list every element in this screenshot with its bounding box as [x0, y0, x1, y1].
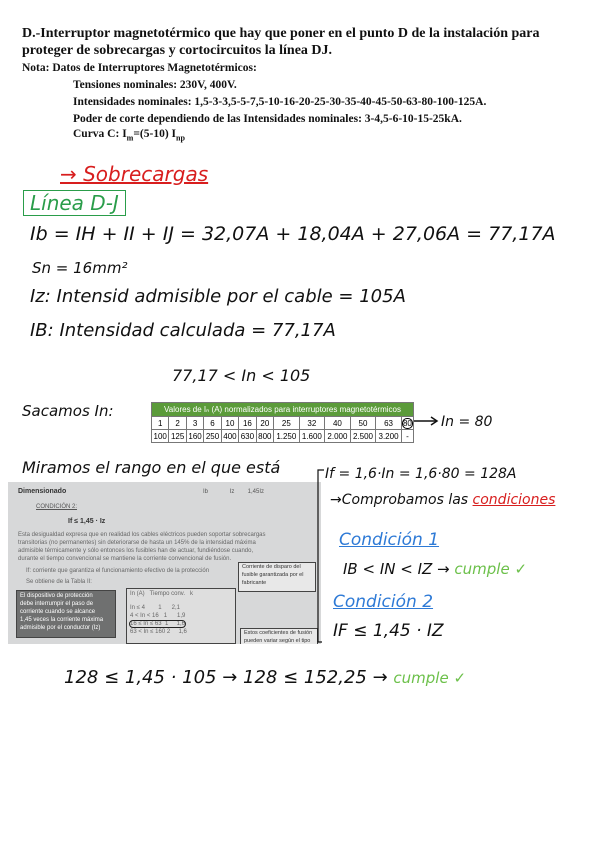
- curve-sub-m: m: [126, 133, 134, 143]
- photo-paragraph-4: durante el tiempo convencional se mantiene la corriente convencional de fusión.: [18, 556, 232, 562]
- condition-1-equation: [343, 560, 527, 578]
- arrow-icon: [414, 415, 440, 427]
- normalized-currents-table: [151, 402, 414, 443]
- photo-fuse-table: [126, 588, 236, 644]
- table-cell: 25: [274, 417, 300, 430]
- heading-line-2: proteger de sobrecargas y cortocircuitos la línea DJ.: [22, 43, 333, 58]
- final-check: cumple ✓: [393, 669, 467, 687]
- photo-note-1: Estos coeficientes de fusión: [244, 630, 313, 636]
- linea-box: Línea D-J: [23, 190, 126, 216]
- table-cell: 100: [152, 430, 169, 443]
- miramos-label: Miramos el rango en el que está: [22, 458, 281, 477]
- curve-sub-np: np: [176, 133, 185, 143]
- table-cell: 2: [169, 417, 186, 430]
- table-cell: 50: [350, 417, 376, 430]
- curve-text: Curva C: I: [73, 128, 127, 140]
- table-cell: 1.600: [299, 430, 325, 443]
- photo-box-line-5: admisible por el conductor (Iz): [20, 625, 101, 631]
- table-cell: 2.000: [325, 430, 351, 443]
- table-cell: 10: [221, 417, 238, 430]
- photo-paragraph-2: transitorias (no permanentes) sin deteriorarse de hasta un 145% de la intensidad máxima: [18, 540, 256, 546]
- table-cell: 32: [299, 417, 325, 430]
- condition-1-check: cumple ✓: [454, 560, 528, 578]
- table-cell: 3.200: [376, 430, 402, 443]
- photo-box-line-3: corriente cuando se alcance: [20, 609, 96, 615]
- photo-note-box: [240, 628, 318, 644]
- photo-fuse-header: In (A) Tiempo conv. k: [130, 591, 194, 597]
- final-text: 128 ≤ 1,45 · 105 → 128 ≤ 152,25 →: [64, 667, 388, 688]
- final-equation: [64, 667, 466, 688]
- sn-value: Sn = 16mm²: [32, 259, 128, 277]
- textbook-photo: [8, 482, 321, 644]
- table-cell: 800: [256, 430, 273, 443]
- photo-faint-text: Ib Iz 1,45Iz: [203, 489, 265, 495]
- comprobamos-text: →Comprobamos las: [330, 492, 469, 508]
- curve-mid: =(5-10) I: [133, 128, 177, 140]
- condition-1-text: IB < IN < IZ →: [343, 560, 450, 578]
- photo-fuse-row: In ≤ 4 1 2,1: [130, 605, 180, 611]
- ib-definition: IB: Intensidad calculada = 77,17A: [30, 320, 336, 341]
- currents-line: Intensidades nominales: 1,5-3-3,5-5-7,5-10-16-20-25-30-35-40-45-50-63-80-100-125A.: [73, 96, 487, 108]
- breaking-line: Poder de corte dependiendo de las Intensidades nominales: 3-4,5-6-10-15-25kA.: [73, 113, 462, 125]
- iz-definition: Iz: Intensid admisible por el cable = 105A: [30, 286, 406, 307]
- table-cell: 6: [204, 417, 221, 430]
- photo-paragraph-6: Se obtiene de la Tabla II:: [26, 579, 92, 585]
- table-cell: 1.250: [274, 430, 300, 443]
- condition-2-equation: IF ≤ 1,45 · IZ: [333, 621, 444, 641]
- if-equation: If = 1,6·In = 1,6·80 = 128A: [325, 466, 517, 482]
- table-cell: 20: [256, 417, 273, 430]
- condition-2-title: Condición 2: [333, 592, 434, 612]
- photo-callout-2: fusible garantizada por el: [242, 572, 304, 578]
- sacamos-label: Sacamos In:: [22, 402, 114, 420]
- table-cell: -: [401, 430, 413, 443]
- photo-formula: If ≤ 1,45 · Iz: [68, 518, 106, 525]
- photo-fuse-row: 4 < In < 16 1 1,9: [130, 613, 186, 619]
- table-cell: 630: [239, 430, 256, 443]
- heading-line-1: D.-Interruptor magnetotérmico que hay que poner en el punto D de la instalación para: [22, 26, 540, 41]
- photo-title: Dimensionado: [18, 488, 67, 495]
- table-cell: 40: [325, 417, 351, 430]
- photo-box-line-4: 1,45 veces la corriente máxima: [20, 617, 104, 623]
- table-caption: Valores de Iₙ (A) normalizados para interruptores magnetotérmicos: [152, 403, 414, 417]
- condiciones-word: condiciones: [472, 492, 556, 508]
- table-cell: 16: [239, 417, 256, 430]
- table-cell-circled: 80: [402, 418, 412, 428]
- photo-box-line-2: debe interrumpir el paso de: [20, 601, 94, 607]
- table-cell: 2.500: [350, 430, 376, 443]
- photo-cond2: CONDICIÓN 2:: [36, 504, 78, 510]
- voltages-line: Tensiones nominales: 230V, 400V.: [73, 79, 237, 91]
- table-cell: 250: [204, 430, 221, 443]
- comprobamos-line: [330, 492, 555, 508]
- in-result: In = 80: [441, 414, 493, 430]
- table-cell: 125: [169, 430, 186, 443]
- curve-line: [73, 128, 185, 142]
- ib-equation: Ib = IH + II + IJ = 32,07A + 18,04A + 27,06A = 77,17A: [30, 223, 556, 245]
- table-cell: 3: [186, 417, 203, 430]
- sobrecargas-title: → Sobrecargas: [60, 162, 209, 186]
- photo-callout-box: [238, 562, 316, 592]
- photo-paragraph-5: If: corriente que garantiza el funcionamiento efectivo de la protección: [26, 568, 210, 574]
- photo-box-line-1: El dispositivo de protección: [20, 593, 93, 599]
- photo-note-2: pueden variar según el tipo: [244, 638, 311, 644]
- range-inequality: 77,17 < In < 105: [172, 366, 311, 385]
- bracket-line: [312, 468, 326, 644]
- note-label: Nota: Datos de Interruptores Magnetotérmicos:: [22, 62, 257, 74]
- table-cell: 400: [221, 430, 238, 443]
- table-cell: 160: [186, 430, 203, 443]
- photo-callout-1: Corriente de disparo del: [242, 564, 301, 570]
- table-cell: 1: [152, 417, 169, 430]
- condition-1-title: Condición 1: [339, 530, 440, 550]
- photo-paragraph-1: Esta desigualdad expresa que en realidad los cables eléctricos pueden soportar sobrecargas: [18, 532, 266, 538]
- table-cell: 63: [376, 417, 402, 430]
- photo-fuse-row: 16 ≤ In ≤ 63 1 1,6: [130, 621, 185, 627]
- photo-paragraph-3: admisible térmicamente y sólo entonces los fusibles han de actuar, fundiéndose cuando,: [18, 548, 254, 554]
- photo-gray-box: [16, 590, 116, 638]
- photo-callout-3: fabricante: [242, 580, 267, 586]
- photo-fuse-row: 63 < In ≤ 160 2 1,6: [130, 629, 187, 635]
